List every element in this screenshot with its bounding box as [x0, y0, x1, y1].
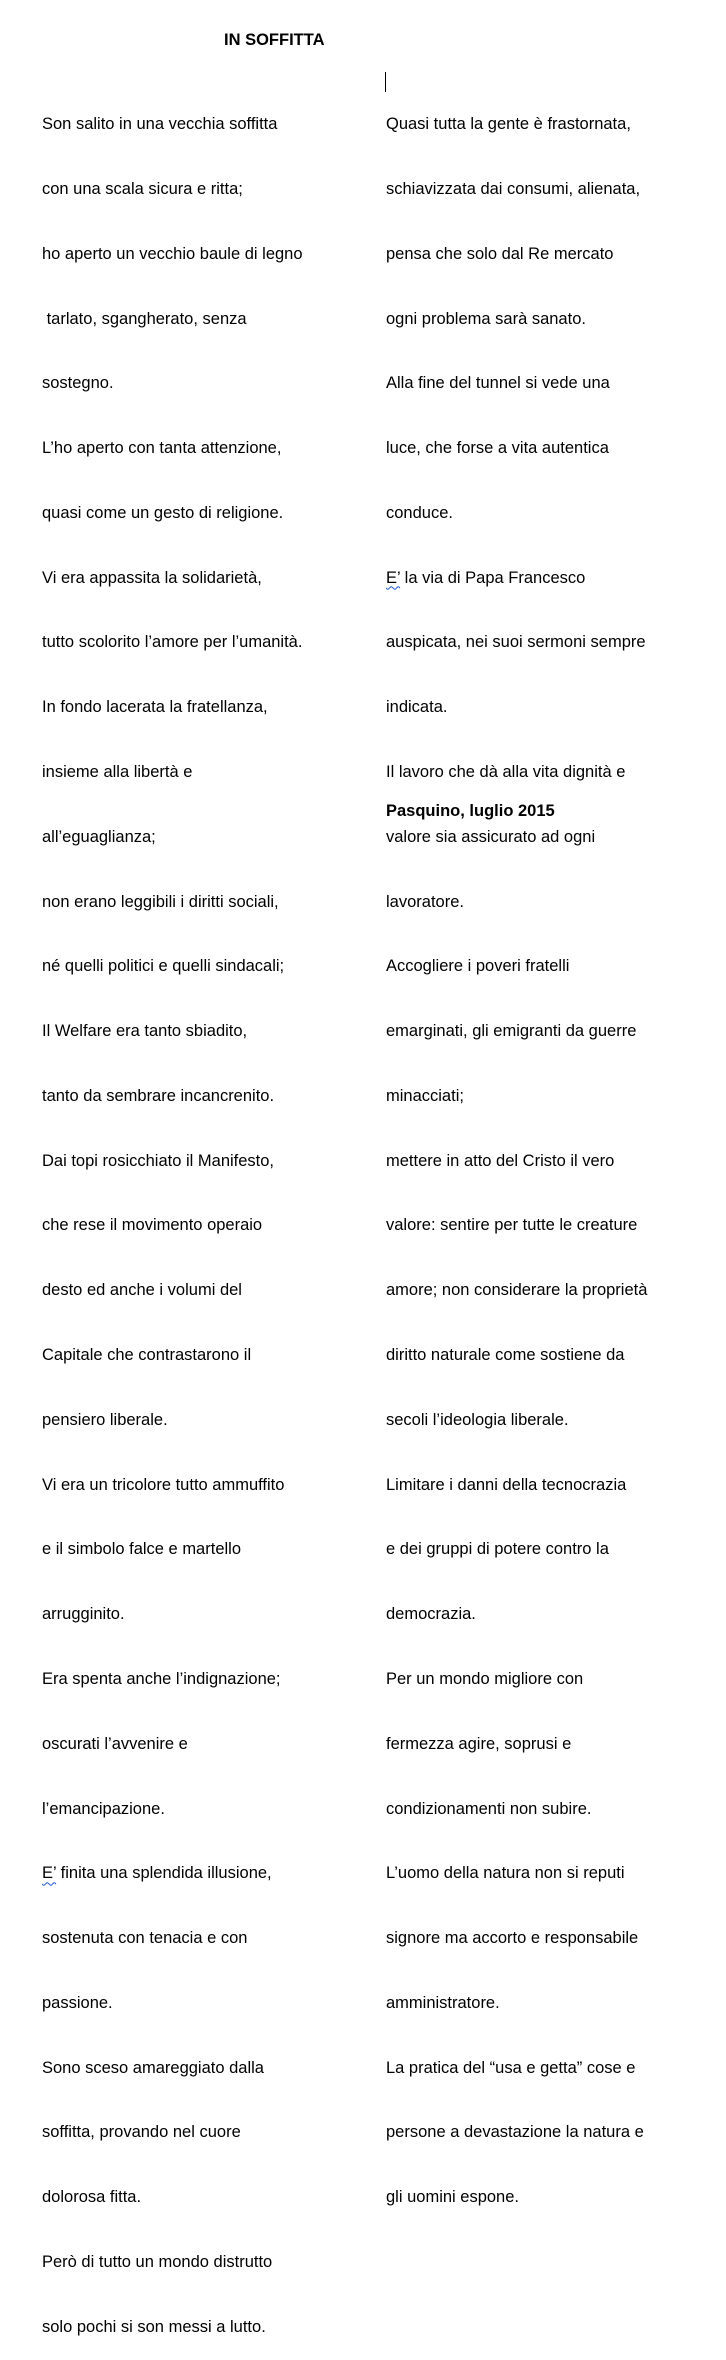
poem-line: Quasi tutta la gente è frastornata,	[386, 115, 631, 134]
poem-line: sostenuta con tenacia e con	[42, 1929, 248, 1948]
poem-line: gli uomini espone.	[386, 2188, 519, 2207]
poem-line: insieme alla libertà e	[42, 763, 193, 781]
poem-line: tanto da sembrare incancrenito.	[42, 1086, 275, 1105]
poem-line: secoli l’ideologia liberale.	[386, 1410, 569, 1429]
poem-line: oscurati l’avvenire e	[42, 1734, 188, 1753]
poem-line: valore: sentire per tutte le creature	[386, 1216, 638, 1235]
poem-line: valore sia assicurato ad ogni	[386, 827, 596, 846]
poem-line: solo pochi si son messi a lutto.	[42, 2317, 266, 2336]
poem-line: mettere in atto del Cristo il vero	[386, 1151, 615, 1170]
poem-line: che rese il movimento operaio	[42, 1216, 263, 1235]
poem-line: Limitare i danni della tecnocrazia	[386, 1475, 627, 1494]
poem-line: auspicata, nei suoi sermoni sempre	[386, 633, 646, 652]
signature: Pasquino, luglio 2015	[386, 802, 555, 820]
poem-line: soffitta, provando nel cuore	[42, 2123, 241, 2142]
poem-line: luce, che forse a vita autentica	[386, 439, 609, 458]
poem-line: Il lavoro che dà alla vita dignità e	[386, 763, 626, 781]
poem-line: Il Welfare era tanto sbiadito,	[42, 1022, 248, 1041]
poem-line: e il simbolo falce e martello	[42, 1540, 241, 1559]
poem-line: Vi era appassita la solidarietà,	[42, 568, 262, 587]
poem-line: all’eguaglianza;	[42, 827, 156, 846]
poem-line: Era spenta anche l’indignazione;	[42, 1669, 281, 1688]
poem-line: sostegno.	[42, 374, 114, 393]
poem-line: non erano leggibili i diritti sociali,	[42, 892, 279, 911]
poem-line: Son salito in una vecchia soffitta	[42, 115, 278, 134]
poem-line: quasi come un gesto di religione.	[42, 503, 284, 522]
poem-line: passione.	[42, 1993, 113, 2012]
poem-line: schiavizzata dai consumi, alienata,	[386, 179, 641, 198]
poem-line: La pratica del “usa e getta” cose e	[386, 2058, 636, 2077]
poem-line: minacciati;	[386, 1086, 464, 1105]
poem-line: ogni problema sarà sanato.	[386, 309, 586, 328]
poem-line: con una scala sicura e ritta;	[42, 179, 243, 198]
poem-line: Però di tutto un mondo distrutto	[42, 2252, 273, 2271]
poem-line: Capitale che contrastarono il	[42, 1346, 252, 1365]
spellcheck-mark: E’	[386, 568, 401, 587]
poem-line: conduce.	[386, 503, 453, 522]
poem-line: diritto naturale come sostiene da	[386, 1346, 625, 1365]
poem-line: lavoratore.	[386, 892, 464, 911]
poem-left-column[interactable]	[42, 71, 303, 2360]
poem-line: arrugginito.	[42, 1605, 125, 1624]
poem-line: amore; non considerare la proprietà	[386, 1281, 648, 1300]
poem-line: L’ho aperto con tanta attenzione,	[42, 439, 282, 458]
spellcheck-mark: E’	[42, 1864, 57, 1883]
poem-line: tarlato, sgangherato, senza	[42, 309, 247, 328]
poem-line: dolorosa fitta.	[42, 2188, 142, 2207]
poem-line: emarginati, gli emigranti da guerre	[386, 1022, 637, 1041]
poem-line: amministratore.	[386, 1993, 500, 2012]
poem-line: L’uomo della natura non si reputi	[386, 1864, 625, 1883]
poem-line: l’emancipazione.	[42, 1799, 165, 1818]
poem-line-spellcheck: E’ finita una splendida illusione,	[42, 1864, 272, 1883]
poem-line: Alla fine del tunnel si vede una	[386, 374, 610, 393]
poem-line: ho aperto un vecchio baule di legno	[42, 244, 303, 263]
poem-line: In fondo lacerata la fratellanza,	[42, 698, 268, 717]
poem-line: signore ma accorto e responsabile	[386, 1929, 639, 1948]
poem-line: democrazia.	[386, 1605, 476, 1624]
poem-line: tutto scolorito l’amore per l’umanità.	[42, 633, 303, 652]
poem-line: pensiero liberale.	[42, 1410, 168, 1429]
poem-line: pensa che solo dal Re mercato	[386, 244, 614, 263]
poem-line-spellcheck: E’ la via di Papa Francesco	[386, 568, 586, 587]
poem-right-column[interactable]	[386, 71, 647, 2230]
poem-line: Accogliere i poveri fratelli	[386, 957, 570, 976]
poem-line: Dai topi rosicchiato il Manifesto,	[42, 1151, 275, 1170]
poem-line: Vi era un tricolore tutto ammuffito	[42, 1475, 285, 1494]
poem-line: persone a devastazione la natura e	[386, 2123, 644, 2142]
poem-line: Sono sceso amareggiato dalla	[42, 2058, 264, 2077]
poem-line: Per un mondo migliore con	[386, 1669, 584, 1688]
poem-line: né quelli politici e quelli sindacali;	[42, 957, 285, 976]
poem-line: indicata.	[386, 698, 448, 717]
poem-line: fermezza agire, soprusi e	[386, 1734, 572, 1753]
poem-line: condizionamenti non subire.	[386, 1799, 592, 1818]
poem-line: e dei gruppi di potere contro la	[386, 1540, 609, 1559]
poem-line: desto ed anche i volumi del	[42, 1281, 242, 1300]
poem-title: IN SOFFITTA	[224, 31, 325, 49]
